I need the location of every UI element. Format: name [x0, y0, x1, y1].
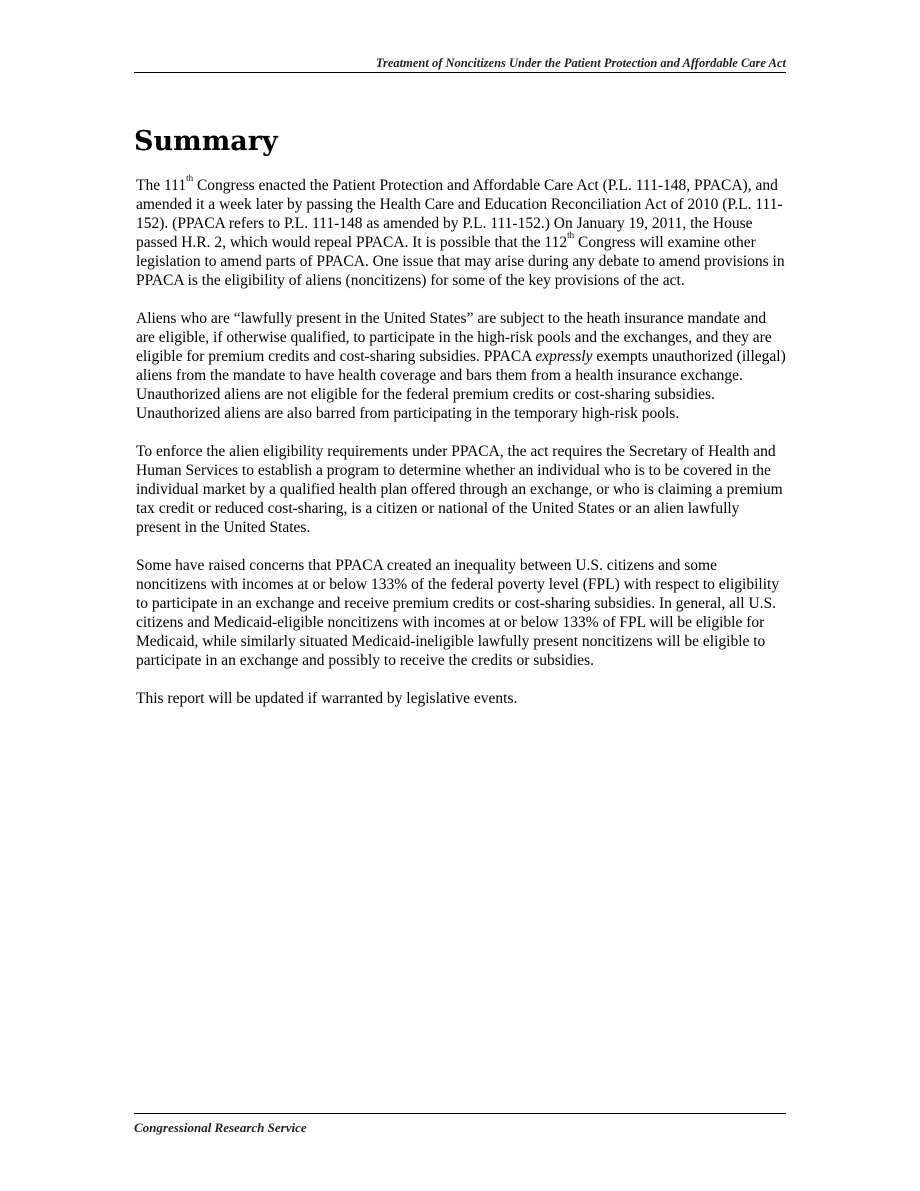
- section-heading: Summary: [134, 126, 278, 157]
- paragraph-inequality-concerns: Some have raised concerns that PPACA created an inequality between U.S. citizens and some noncitizens with incomes at or below 133% of the federal poverty level (FPL) with respect to eligibility to participate in an exchange and receive premium credits or cost-sharing subsidies. In general, all U.S. citizens and Medicaid-eligible noncitizens with incomes at or below 133% of FPL will be eligible for Medicaid, while similarly situated Medicaid-ineligible lawfully present noncitizens will be eligible to participate in an exchange and possibly to receive the credits or subsidies.: [136, 557, 780, 669]
- page-footer: [134, 1113, 786, 1136]
- p1-text-b: Congress enacted the Patient Protection and Affordable Care Act (P.L. 111-148, PPACA), and amended it a week later by passing the Health Care and Education Reconciliation Act of 2010 (P.L. 111-152). (PPACA refers to P.L. 111-148 as amended by P.L. 111-152.) On January 19, 2011, the House passed H.R. 2, which would repeal PPACA. It is possible that the 112: [136, 177, 783, 251]
- footer-organization: Congressional Research Service: [134, 1120, 307, 1135]
- paragraph-update-note: This report will be updated if warranted by legislative events.: [136, 690, 518, 707]
- running-header-title: Treatment of Noncitizens Under the Patient Protection and Affordable Care Act: [375, 56, 786, 70]
- summary-body: [136, 173, 786, 727]
- paragraph-alien-eligibility: [136, 309, 786, 423]
- p2-emphasis: expressly: [535, 348, 593, 365]
- ordinal-suffix: th: [567, 230, 575, 240]
- p1-text-c: Congress will examine other legislation to amend parts of PPACA. One issue that may arise during any debate to amend provisions in PPACA is the eligibility of aliens (noncitizens) for some of the key provisions of the act.: [136, 234, 785, 289]
- p2-text-a: Aliens who are “lawfully present in the United States” are subject to the heath insurance mandate and are eligible, if otherwise qualified, to participate in the high-risk pools and the exchanges, and they are eligible for premium credits and cost-sharing subsidies. PPACA: [136, 310, 772, 365]
- paragraph-enforcement: To enforce the alien eligibility requirements under PPACA, the act requires the Secretary of Health and Human Services to establish a program to determine whether an individual who is to be covered in the individual market by a qualified health plan offered through an exchange, or who is claiming a premium tax credit or reduced cost-sharing, is a citizen or national of the United States or an alien lawfully present in the United States.: [136, 443, 783, 536]
- p1-text-a: The 111: [136, 177, 187, 194]
- running-header: [134, 54, 786, 73]
- paragraph-congress-enactment: [136, 173, 786, 290]
- ordinal-suffix: th: [186, 173, 194, 183]
- p2-text-b: exempts unauthorized (illegal) aliens from the mandate to have health coverage and bars them from a health insurance exchange. Unauthorized aliens are not eligible for the federal premium credits or cost-sharing subsidies. Unauthorized aliens are also barred from participating in the temporary high-risk pools.: [136, 348, 786, 422]
